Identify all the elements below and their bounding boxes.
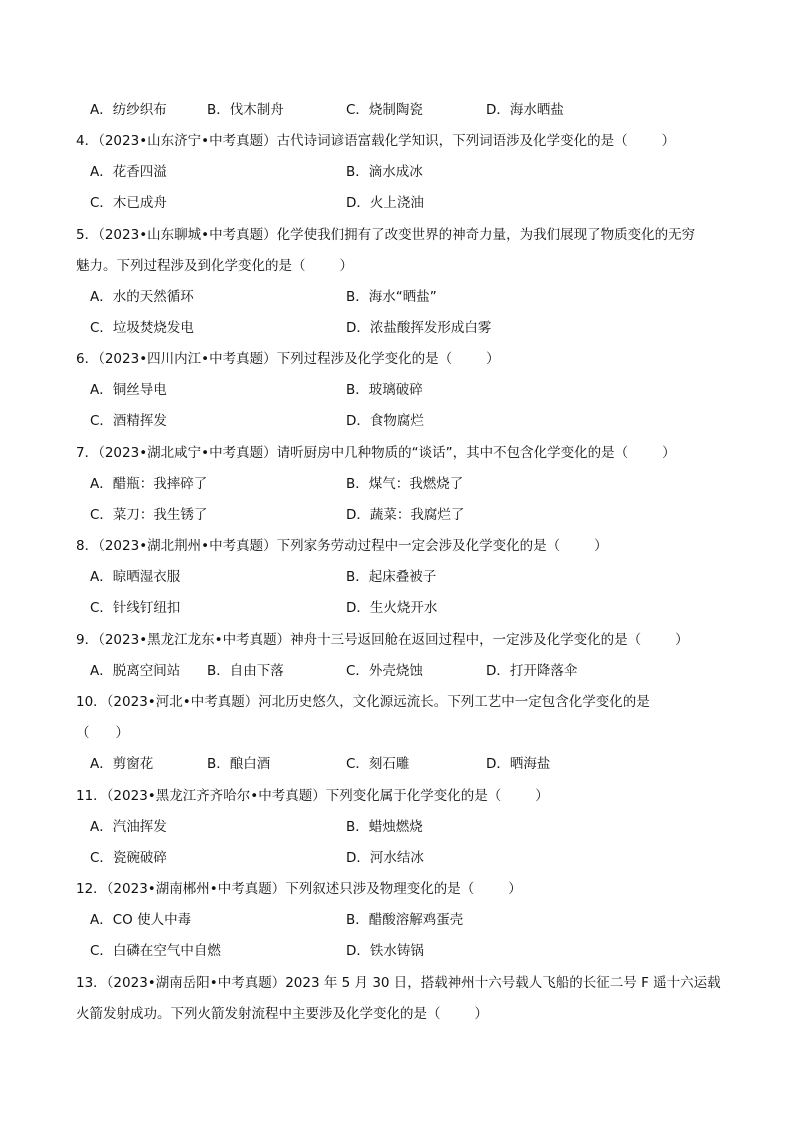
q8-option-d[interactable]: D．生火烧开水	[346, 600, 438, 616]
q6-option-d[interactable]: D．食物腐烂	[346, 413, 424, 429]
q10-option-d[interactable]: D．晒海盐	[486, 756, 551, 772]
q11-close-paren: ）	[535, 788, 549, 804]
q3-option-d[interactable]: D．海水晒盐	[486, 102, 564, 118]
q10-paren-line	[76, 723, 726, 743]
q4-option-c[interactable]: C．木已成舟	[90, 195, 167, 211]
q9-close-paren: ）	[675, 632, 689, 648]
q11-stem-text: 11．（2023•黑龙江齐齐哈尔•中考真题）下列变化属于化学变化的是（	[76, 788, 502, 804]
q5-option-d[interactable]: D．浓盐酸挥发形成白雾	[346, 320, 492, 336]
q8-option-b[interactable]: B．起床叠被子	[346, 569, 437, 585]
q9-stem-text: 9．（2023•黑龙江龙东•中考真题）神舟十三号返回舱在返回过程中，一定涉及化学变化的是（	[76, 632, 642, 648]
q10-option-b[interactable]: B．酿白酒	[207, 756, 271, 772]
q13-stem-cont	[76, 1004, 726, 1024]
q5-stem2-text: 魅力。下列过程涉及到化学变化的是（	[76, 258, 306, 274]
q4-option-b[interactable]: B．滴水成冰	[346, 164, 423, 180]
q9-option-d[interactable]: D．打开降落伞	[486, 663, 578, 679]
q11-option-a[interactable]: A．汽油挥发	[90, 819, 167, 835]
q5-option-a[interactable]: A．水的天然循环	[90, 289, 194, 305]
q9-option-a[interactable]: A．脱离空间站	[90, 663, 181, 679]
q4-stem	[76, 131, 726, 151]
q5-stem: 5．（2023•山东聊城•中考真题）化学使我们拥有了改变世界的神奇力量，为我们展现了物质变化的无穷	[76, 227, 696, 243]
q9-option-c[interactable]: C．外壳烧蚀	[346, 663, 423, 679]
q8-option-c[interactable]: C．针线钉纽扣	[90, 600, 181, 616]
q3-option-a[interactable]: A．纺纱织布	[90, 102, 167, 118]
q10-open-paren: （	[76, 725, 90, 741]
q3-option-b[interactable]: B．伐木制舟	[207, 102, 284, 118]
q7-option-a[interactable]: A．醋瓶：我摔碎了	[90, 476, 208, 492]
q13-close-paren: ）	[474, 1006, 488, 1022]
q12-option-b[interactable]: B．醋酸溶解鸡蛋壳	[346, 912, 464, 928]
q8-close-paren: ）	[594, 538, 608, 554]
q11-stem	[76, 786, 726, 806]
q10-stem: 10．（2023•河北•中考真题）河北历史悠久，文化源远流长。下列工艺中一定包含化学变化的是	[76, 694, 650, 710]
q6-option-a[interactable]: A．铜丝导电	[90, 382, 167, 398]
q3-option-c[interactable]: C．烧制陶瓷	[346, 102, 423, 118]
q4-close-paren: ）	[661, 133, 676, 149]
q13-stem2-text: 火箭发射成功。下列火箭发射流程中主要涉及化学变化的是（	[76, 1006, 441, 1022]
q7-stem-text: 7．（2023•湖北咸宁•中考真题）请听厨房中几种物质的“谈话”，其中不包含化学变化的是（	[76, 445, 629, 461]
q11-option-c[interactable]: C．瓷碗破碎	[90, 850, 167, 866]
q6-option-c[interactable]: C．酒精挥发	[90, 413, 167, 429]
q9-option-b[interactable]: B．自由下落	[207, 663, 284, 679]
q7-option-c[interactable]: C．菜刀：我生锈了	[90, 507, 208, 523]
q8-option-a[interactable]: A．晾晒湿衣服	[90, 569, 181, 585]
q6-option-b[interactable]: B．玻璃破碎	[346, 382, 423, 398]
q7-option-d[interactable]: D．蔬菜：我腐烂了	[346, 507, 465, 523]
q7-stem	[76, 443, 726, 463]
q4-option-a[interactable]: A．花香四溢	[90, 164, 167, 180]
q10-option-a[interactable]: A．剪窗花	[90, 756, 154, 772]
q8-stem	[76, 536, 726, 556]
q12-option-c[interactable]: C．白磷在空气中自燃	[90, 943, 221, 959]
q5-option-b[interactable]: B．海水“晒盐”	[346, 289, 437, 305]
q12-close-paren: ）	[508, 881, 522, 897]
q12-stem-text: 12．（2023•湖南郴州•中考真题）下列叙述只涉及物理变化的是（	[76, 881, 475, 897]
q12-option-a[interactable]: A．CO 使人中毒	[90, 912, 192, 928]
q6-stem-text: 6．（2023•四川内江•中考真题）下列过程涉及化学变化的是（	[76, 351, 453, 367]
q8-stem-text: 8．（2023•湖北荆州•中考真题）下列家务劳动过程中一定会涉及化学变化的是（	[76, 538, 561, 554]
q4-stem-text: 4．（2023•山东济宁•中考真题）古代诗词谚语富载化学知识，下列词语涉及化学变化的是（	[76, 133, 628, 149]
q9-stem	[76, 630, 726, 650]
q5-option-c[interactable]: C．垃圾焚烧发电	[90, 320, 194, 336]
q11-option-d[interactable]: D．河水结冰	[346, 850, 424, 866]
q13-stem: 13．（2023•湖南岳阳•中考真题）2023 年 5 月 30 日，搭载神州十六号载人飞船的长征二号 F 遥十六运载	[76, 975, 721, 991]
q7-option-b[interactable]: B．煤气：我燃烧了	[346, 476, 464, 492]
q10-option-c[interactable]: C．刻石雕	[346, 756, 410, 772]
q5-stem-cont	[76, 256, 726, 276]
q6-close-paren: ）	[486, 351, 500, 367]
q10-close-paren: ）	[115, 725, 129, 741]
q7-close-paren: ）	[662, 445, 676, 461]
q5-close-paren: ）	[339, 258, 353, 274]
q11-option-b[interactable]: B．蜡烛燃烧	[346, 819, 423, 835]
q4-option-d[interactable]: D．火上浇油	[346, 195, 424, 211]
q6-stem	[76, 349, 726, 369]
q12-stem	[76, 879, 726, 899]
q12-option-d[interactable]: D．铁水铸锅	[346, 943, 424, 959]
